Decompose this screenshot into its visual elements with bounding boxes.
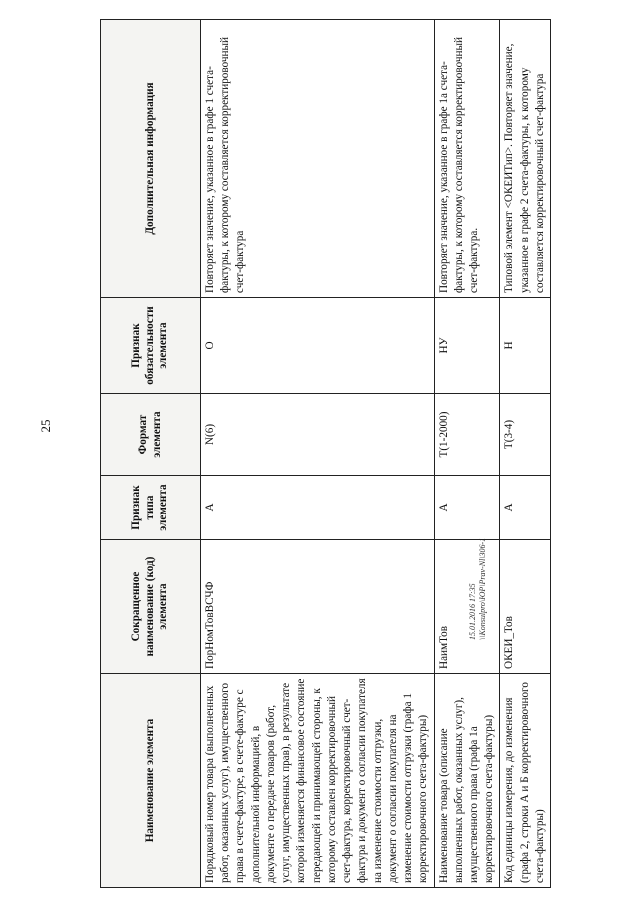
cell-required: Н	[500, 298, 551, 394]
cell-code: ОКЕИ_Тов	[500, 540, 551, 674]
cell-format: Т(3-4)	[500, 394, 551, 476]
footer-file-path: \\Konsulpro\ЮР\Prav-Nl\306-1	[477, 537, 487, 640]
header-element-type: Признак типа элемента	[101, 476, 201, 540]
header-element-code: Сокращенное наименование (код) элемента	[101, 540, 201, 674]
cell-info: Повторяет значение, указанное в графе 1а счета-фактуры, к которому составляется корректировочный счет-фактура.	[434, 20, 500, 298]
rotated-table-container	[100, 20, 546, 888]
cell-type: А	[201, 476, 435, 540]
cell-code: НаимТов	[434, 540, 500, 674]
cell-format: Т(1-2000)	[434, 394, 500, 476]
cell-name: Код единицы измерения, до изменения (графа 2, строки А и Б корректировочного счета-фактуры)	[500, 674, 551, 888]
table-header-row	[101, 20, 201, 888]
page-number: 25	[38, 419, 53, 433]
cell-type: А	[500, 476, 551, 540]
header-element-name: Наименование элемента	[101, 674, 201, 888]
cell-format: N(6)	[201, 394, 435, 476]
cell-type: А	[434, 476, 500, 540]
elements-table	[100, 19, 551, 888]
footer-timestamp: 15.01.2016 17:35	[468, 583, 477, 640]
header-additional-info: Дополнительная информация	[101, 20, 201, 298]
cell-info: Повторяет значение, указанное в графе 1 счета-фактуры, к которому составляется корректировочный счет-фактура	[201, 20, 435, 298]
cell-name: Порядковый номер товара (выполненных работ, оказанных услуг), имущественного права в счете-фактуре, в счете-фактуре с дополнительной информацией, в документе о передаче товаров (работ, услуг, имущественных прав), в результате которой изменяется финансовое состояние передающей и принимающей стороны, к которому составлен корректировочный счет-фактура, корректировочный счет-фактура и документ о согласии покупателя на изменение стоимости отгрузки, документ о согласии покупателя на изменение стоимости отгрузки (графа 1 корректировочного счета-фактуры)	[201, 674, 435, 888]
table-row	[201, 20, 435, 888]
table-row	[500, 20, 551, 888]
header-element-required: Признак обязательности элемента	[101, 298, 201, 394]
table-row	[434, 20, 500, 888]
cell-code: ПорНомТовВСЧФ	[201, 540, 435, 674]
cell-name: Наименование товара (описание выполненных работ, оказанных услуг), имущественного права (графа 1а корректировочного счета-фактуры)	[434, 674, 500, 888]
header-element-format: Формат элемента	[101, 394, 201, 476]
cell-info: Типовой элемент <ОКЕИТип>. Повторяет значение, указанное в графе 2 счета-фактуры, к которому составляется корректировочный счет-фактура	[500, 20, 551, 298]
cell-required: НУ	[434, 298, 500, 394]
cell-required: О	[201, 298, 435, 394]
